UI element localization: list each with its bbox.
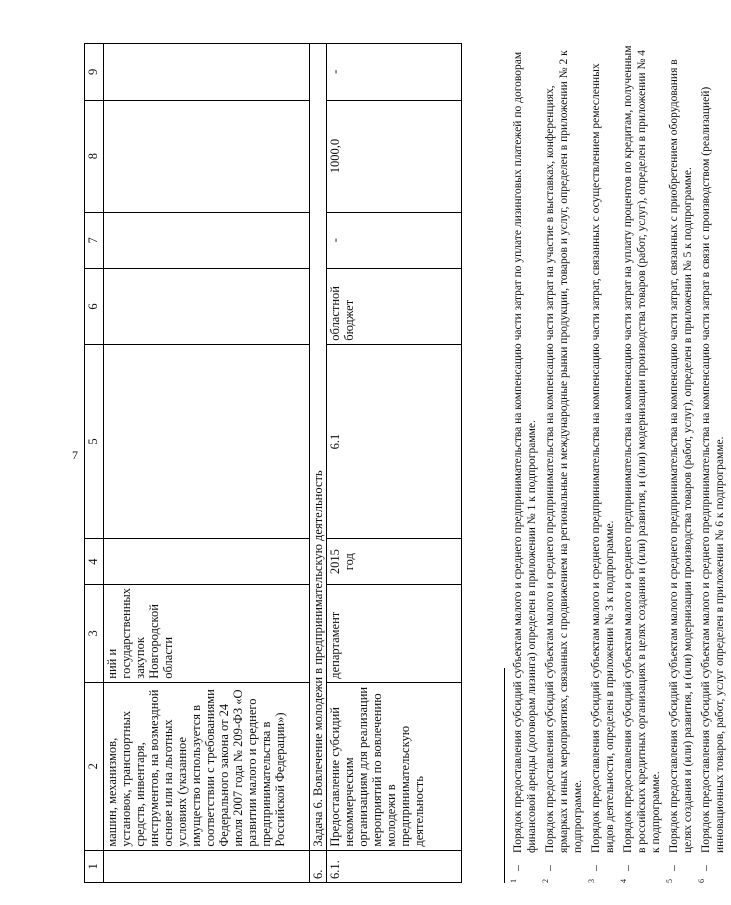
cell-empty [104, 100, 310, 212]
cell-executor: департамент [327, 584, 462, 682]
cell-num-empty [104, 850, 310, 882]
footnote-dash: – [544, 865, 557, 871]
program-measures-table [84, 43, 462, 883]
cell-amount-2015: 1000,0 [327, 100, 462, 212]
header-col-6: 6 [85, 269, 104, 345]
header-col-8: 8 [85, 100, 104, 212]
footnote-text: Порядок предоставления субсидий субъектам малого и среднего предпринимательства на компенсацию части затрат по уплате лизинговых платежей по договорам финансовой аренды (договорам лизинга) определен в приложении № 1 к подпрограмме. [512, 51, 539, 853]
footnote-dash: – [622, 865, 635, 871]
header-col-9: 9 [85, 44, 104, 101]
cell-task-number: 6. [310, 850, 327, 882]
cell-period: 2015 год [327, 539, 462, 585]
footnote-dash: – [590, 865, 603, 871]
header-col-4: 4 [85, 539, 104, 585]
cell-empty [104, 344, 310, 539]
footnote-marker: 2 [541, 879, 551, 883]
footnote-2 [543, 43, 585, 883]
cell-amount-2016: - [327, 44, 462, 101]
footnote-dash: – [512, 865, 524, 871]
cell-measure-continued: машин, механизмов, установок, транспортных средств, инвентаря, инструментов, на возмездной основе или на льготных условиях (указанное имущество используется в соответствии с требованиями Федерального закона от 24 июля 2007 года № 209-ФЗ «О развитии малого и среднего предпринимательства в Российской Федерации») [104, 682, 310, 850]
footnote-marker: 6 [697, 879, 707, 883]
header-col-7: 7 [85, 212, 104, 269]
footnote-3 [589, 43, 617, 883]
footnote-4 [621, 43, 663, 883]
footnote-text: Порядок предоставления субсидий субъектам малого и среднего предпринимательства на компенсацию части затрат, связанных с осуществлением ремесленных видов деятельности, определен в приложении № 3 к подпрограмме. [590, 63, 617, 853]
footnotes [504, 43, 731, 883]
footnote-marker: 1 [509, 879, 518, 883]
table-header-row [85, 44, 104, 883]
cell-measure-name: Предоставление субсидий некоммерческим организациям для реализации мероприятий по вовлечению молодежи в предпринимательскую деятельность [327, 682, 462, 850]
cell-row-number: 6.1. [327, 850, 462, 882]
footnote-text: Порядок предоставления субсидий субъектам малого и среднего предпринимательства на компенсацию части затрат, связанных с приобретением оборудования в целях создания и (или) развития, и (или) модернизации производства товаров (работ, услуг), определен в приложении № 5 к подпрограмме. [668, 59, 695, 853]
footnote-dash: – [700, 865, 713, 871]
footnote-separator [504, 668, 505, 883]
table-row-6-1 [327, 44, 462, 883]
footnote-marker: 3 [587, 879, 597, 883]
table-row [104, 44, 310, 883]
footnote-marker: 4 [619, 879, 629, 883]
footnote-text: Порядок предоставления субсидий субъектам малого и среднего предпринимательства на компенсацию части затрат на участие в выставках, конференциях, ярмарках и иных мероприятиях, связанных с продвижением на региональные и международные рынки продукции, товаров и услуг, определен в приложении № 2 к подпрограмме. [544, 50, 585, 853]
footnote-6 [699, 43, 727, 883]
footnote-text: Порядок предоставления субсидий субъектам малого и среднего предпринимательства на компенсацию части затрат на уплату процентов по кредитам, полученным в российских кредитных организациях в целях создания и (или) развития, и (или) модернизации производства товаров (работ, услуг), определен в приложении № 4 к подпрограмме. [622, 45, 663, 853]
header-col-1: 1 [85, 850, 104, 882]
rotated-page-content [84, 43, 727, 883]
header-col-5: 5 [85, 344, 104, 539]
cell-empty [104, 539, 310, 585]
cell-task-title: Задача 6. Вовлечение молодежи в предпринимательскую деятельность [310, 44, 327, 851]
header-col-2: 2 [85, 682, 104, 850]
footnote-marker: 5 [665, 879, 675, 883]
cell-empty [104, 212, 310, 269]
footnote-5 [667, 43, 695, 883]
cell-target: 6.1 [327, 344, 462, 539]
footnote-text: Порядок предоставления субсидий субъектам малого и среднего предпринимательства на компенсацию части затрат в связи с производством (реализацией) инновационных товаров, работ, услуг определен в приложении № 6 к подпрограмме. [700, 86, 727, 853]
footnote-1 [511, 43, 539, 883]
table-row-task-6 [310, 44, 327, 883]
cell-funding-source: областной бюджет [327, 269, 462, 345]
footnote-dash: – [668, 865, 681, 871]
cell-empty [104, 44, 310, 101]
page-number: 7 [72, 448, 78, 462]
cell-amount-2014: - [327, 212, 462, 269]
header-col-3: 3 [85, 584, 104, 682]
cell-empty [104, 269, 310, 345]
cell-executor-continued: ний и государственных закупок Новгородской области [104, 584, 310, 682]
